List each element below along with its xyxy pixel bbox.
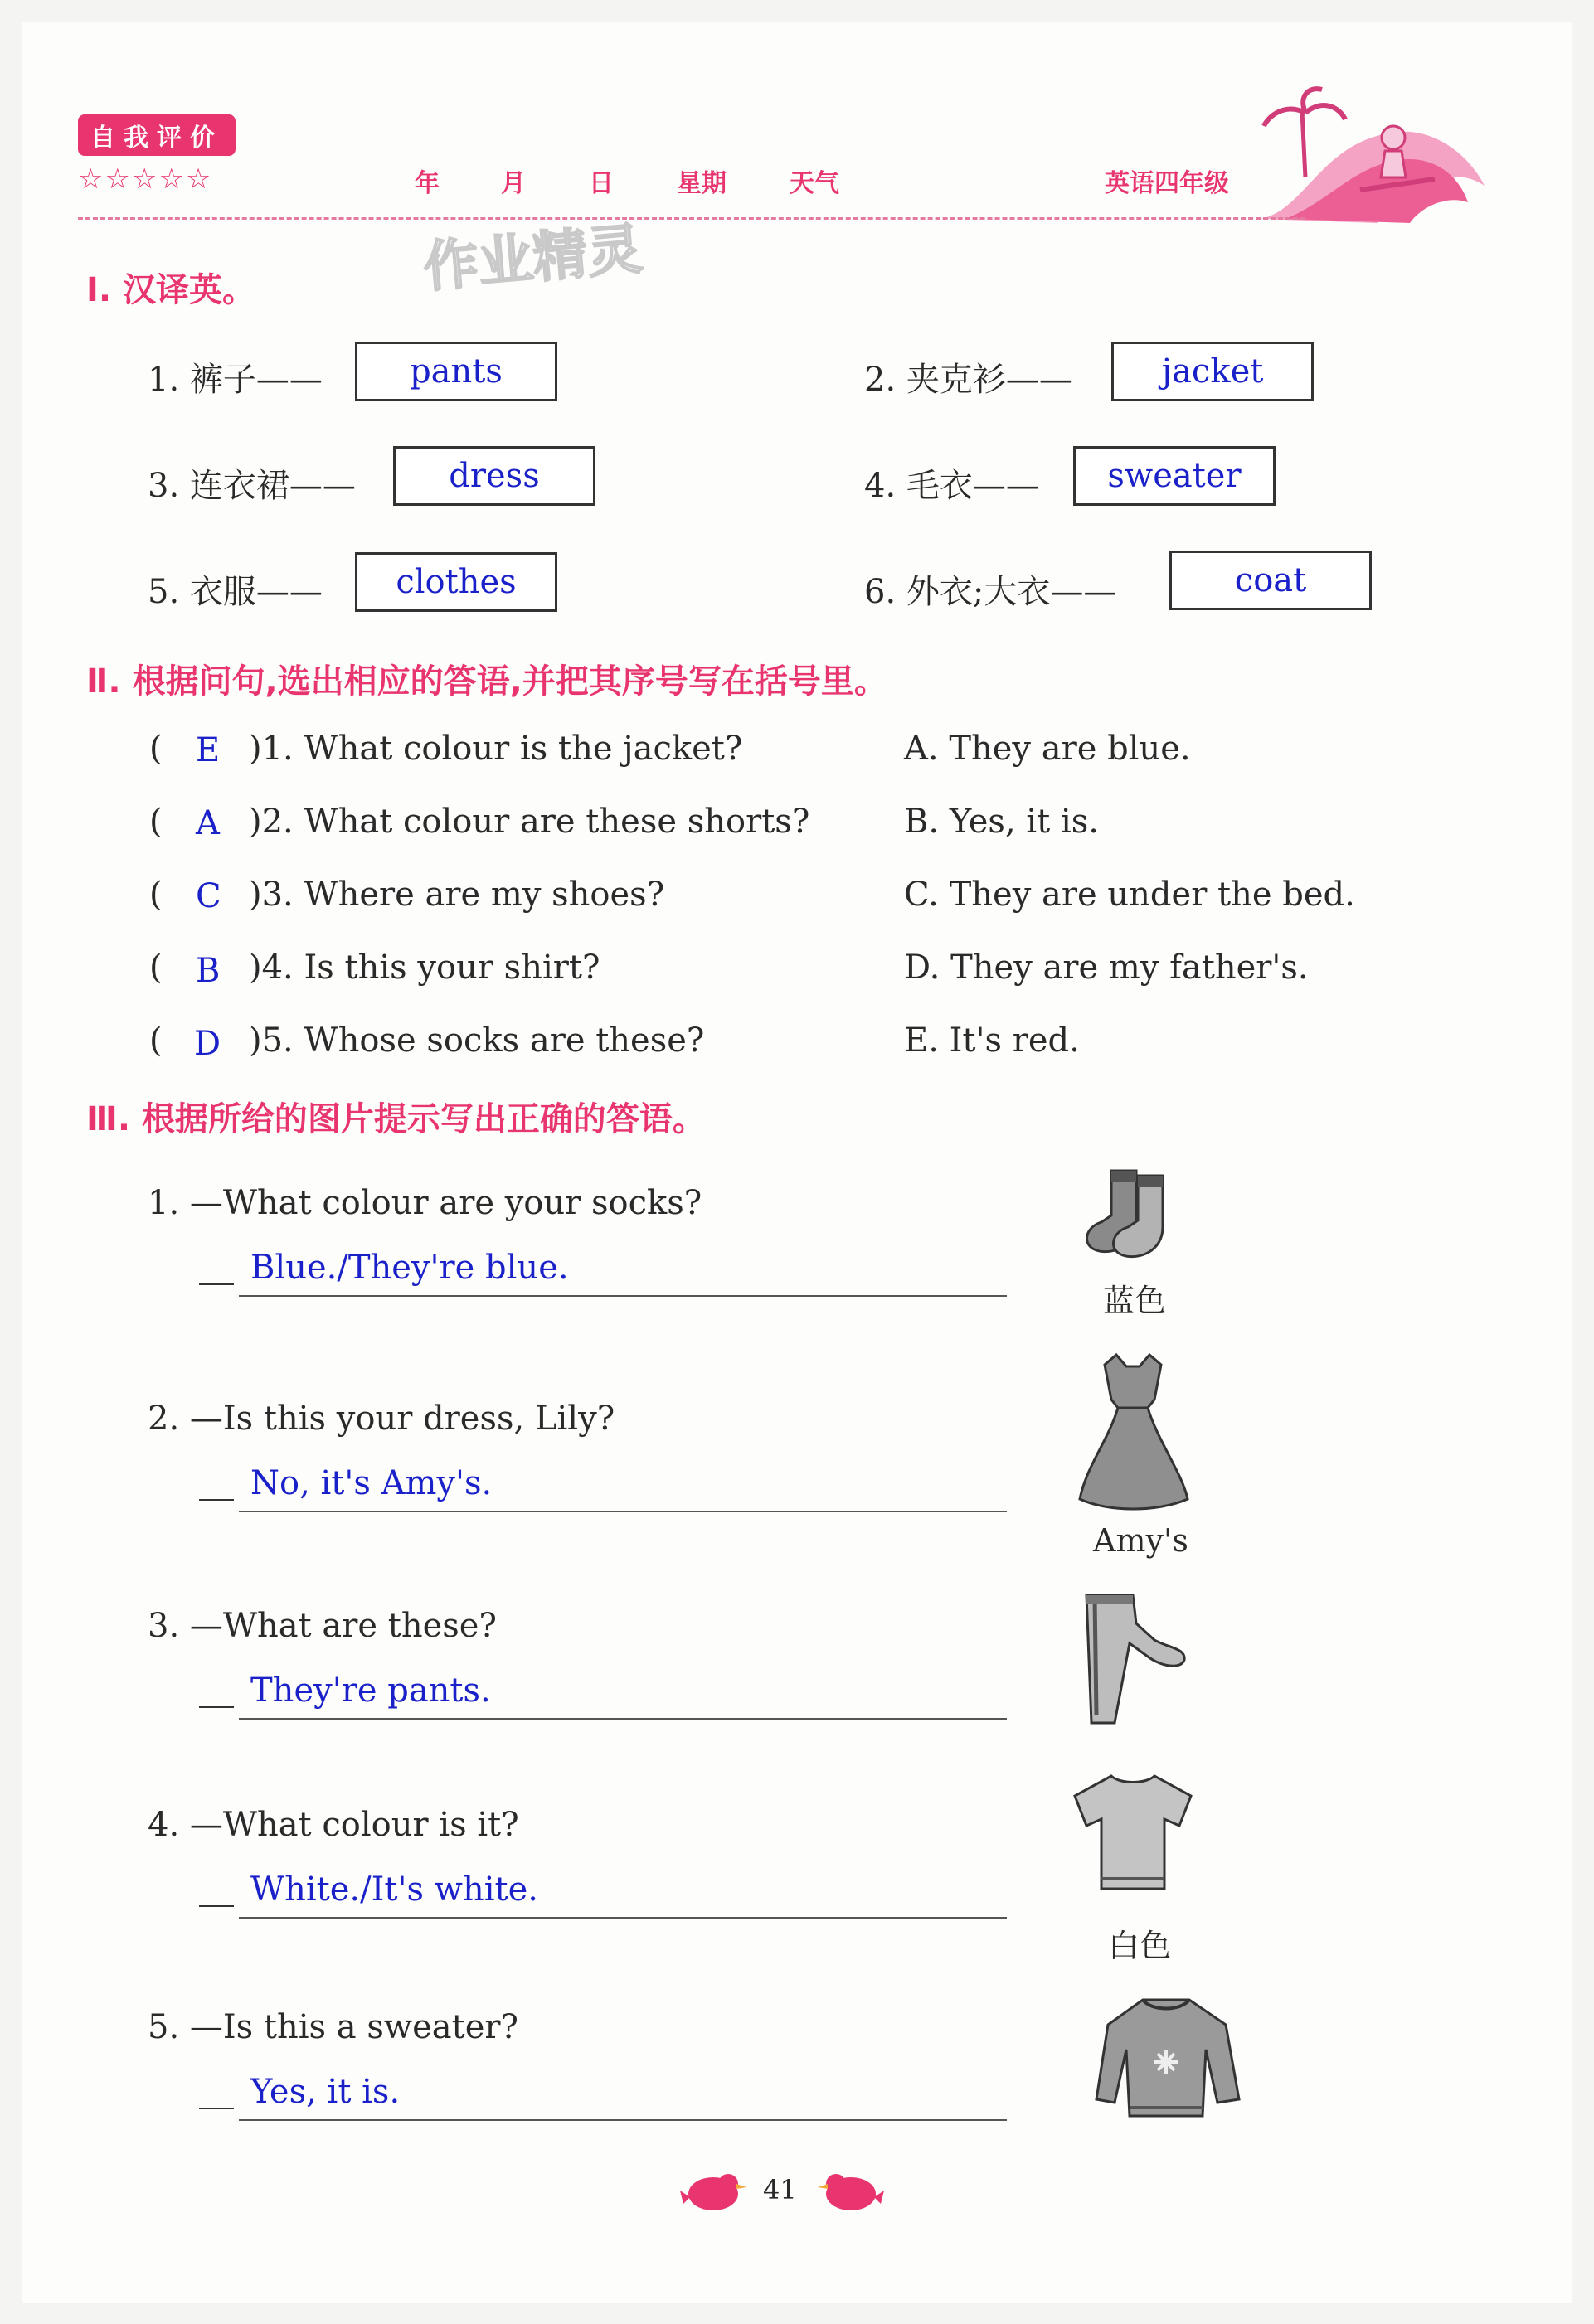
section3-title: Ⅲ. 根据所给的图片提示写出正确的答语。 [86,1100,706,1138]
header-day: 日 [589,169,614,198]
rating-stars: ☆☆☆☆☆ [78,163,213,196]
open-paren: ( [149,1021,163,1060]
s1-item1-label: 1. 裤子—— [148,361,323,399]
s1-item6-answer-box: coat [1169,551,1372,610]
s3-q5-answer: Yes, it is. [250,2073,401,2111]
s3-q3-answer-line [239,1718,1007,1720]
s1-item3-answer-box: dress [393,446,595,506]
s2-option-e: E. It's red. [904,1021,1080,1060]
s2-q3-text: )3. Where are my shoes? [249,876,665,914]
watermark: 作业精灵 [420,216,645,300]
surfer-wave-illustration [1252,86,1493,227]
header-subject: 英语四年级 [1105,169,1229,198]
s2-q2-text: )2. What colour are these shorts? [249,803,810,841]
s3-q1-dash [199,1283,234,1285]
s3-q5-question: 5. —Is this a sweater? [148,2008,518,2046]
open-paren: ( [149,730,163,768]
s3-q1-answer-line [239,1295,1007,1297]
s3-q4-answer-line [239,1917,1007,1919]
sweater-icon [1093,1992,1242,2124]
s3-q4-answer: White./It's white. [250,1870,538,1909]
page-number: 41 [763,2174,797,2205]
s1-item2-answer-box: jacket [1111,342,1314,401]
s1-item5-answer-box: clothes [355,552,557,612]
header-divider [78,217,1305,220]
section1-title: Ⅰ. 汉译英。 [86,271,256,309]
s2-q2-answer: A [196,804,220,842]
s2-q5-answer: D [194,1025,221,1063]
tshirt-icon [1070,1771,1196,1894]
header-month: 月 [501,169,526,198]
s3-q4-caption: 白色 [1108,1928,1172,1964]
s3-q2-dash [199,1499,234,1501]
s3-q2-answer-line [239,1511,1007,1512]
s2-q5-text: )5. Whose socks are these? [249,1021,705,1060]
s3-q1-caption: 蓝色 [1103,1283,1167,1319]
s3-q4-question: 4. —What colour is it? [148,1806,519,1844]
header-weekday: 星期 [677,169,727,198]
s2-q3-answer: C [196,877,221,915]
s2-option-b: B. Yes, it is. [904,803,1099,841]
s2-q1-answer: E [196,731,221,769]
self-evaluation-badge: 自我评价 [78,114,236,156]
socks-icon [1078,1164,1191,1274]
s1-item1-answer-box: pants [355,342,557,401]
s2-option-c: C. They are under the bed. [904,876,1355,914]
section2-title: Ⅱ. 根据问句,选出相应的答语,并把其序号写在括号里。 [86,662,887,701]
s1-item4-label: 4. 毛衣—— [864,467,1039,505]
open-paren: ( [149,803,163,841]
pants-icon [1078,1590,1191,1728]
s3-q2-caption: Amy's [1093,1522,1188,1559]
s3-q1-answer: Blue./They're blue. [250,1249,569,1287]
s3-q1-question: 1. —What colour are your socks? [148,1184,702,1222]
s2-q1-text: )1. What colour is the jacket? [249,730,743,768]
s2-q4-text: )4. Is this your shirt? [249,949,600,987]
s3-q4-dash [199,1905,234,1907]
open-paren: ( [149,949,163,987]
s1-item2-label: 2. 夹克衫—— [864,361,1072,399]
s1-item3-label: 3. 连衣裙—— [148,467,356,505]
s3-q2-question: 2. —Is this your dress, Lily? [148,1400,615,1438]
left-bird-icon [680,2169,748,2215]
s2-q4-answer: B [196,952,221,990]
header-year: 年 [415,169,440,198]
open-paren: ( [149,876,163,914]
s2-option-a: A. They are blue. [904,730,1191,768]
s2-option-d: D. They are my father's. [904,949,1309,987]
s3-q5-answer-line [239,2119,1007,2121]
header-weather: 天气 [790,169,839,198]
right-bird-icon [816,2169,884,2215]
s3-q5-dash [199,2108,234,2109]
s3-q3-answer: They're pants. [250,1671,491,1710]
s1-item6-label: 6. 外衣;大衣—— [864,573,1117,611]
s3-q3-question: 3. —What are these? [148,1607,497,1645]
dress-icon [1075,1350,1191,1516]
s3-q2-answer: No, it's Amy's. [250,1464,493,1502]
s1-item5-label: 5. 衣服—— [148,573,323,611]
s1-item4-answer-box: sweater [1073,446,1276,506]
s3-q3-dash [199,1706,234,1708]
